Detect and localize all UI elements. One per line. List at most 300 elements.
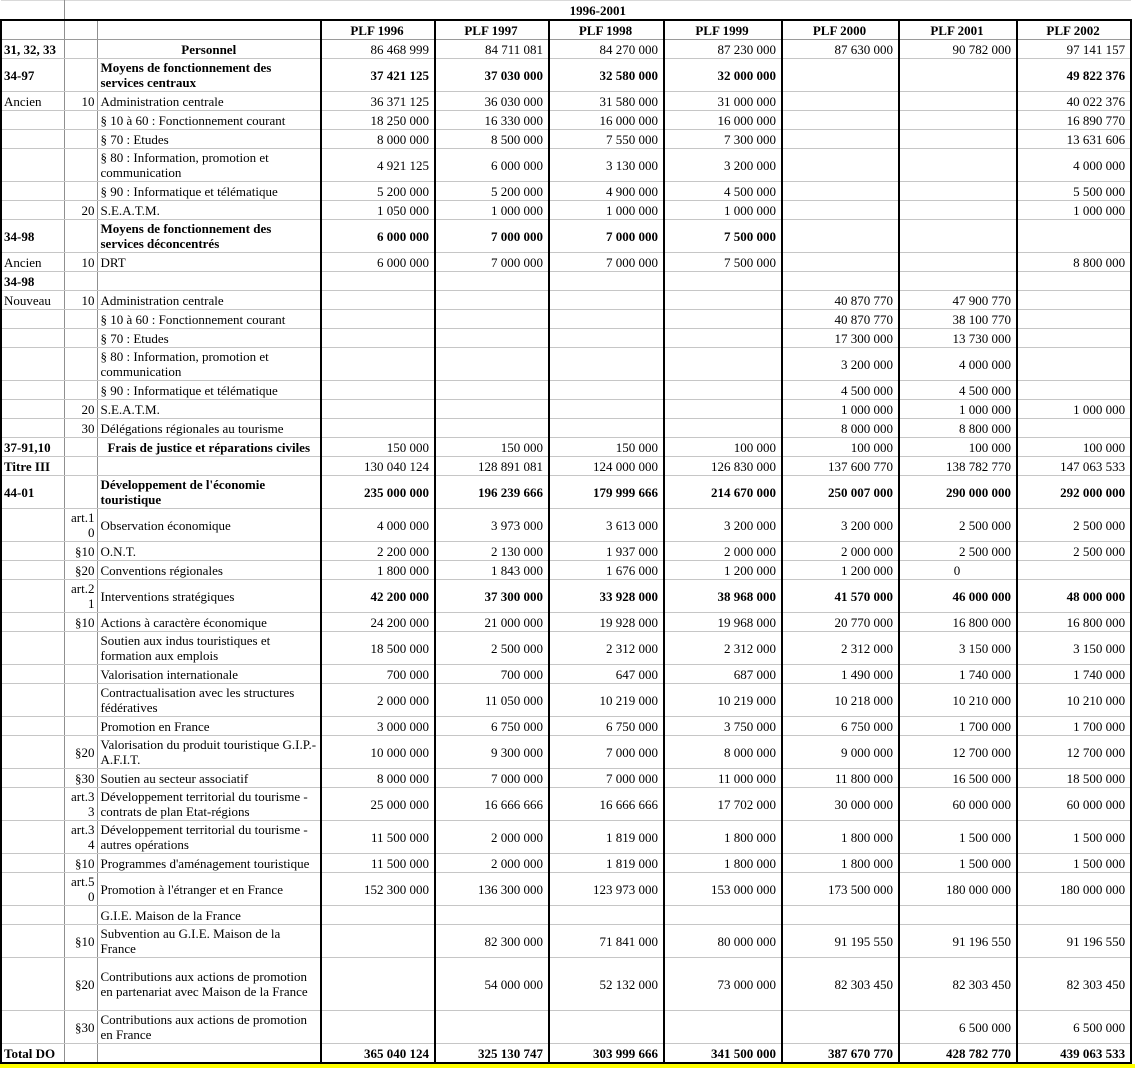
table-row [1, 272, 1131, 291]
cell-value: 10 000 000 [321, 736, 435, 769]
cell-value: 48 000 000 [1017, 580, 1131, 613]
cell-value [435, 419, 549, 438]
cell-value: 31 000 000 [664, 92, 782, 111]
cell-value [549, 291, 664, 310]
cell-value: 290 000 000 [899, 476, 1017, 509]
cell-value: 365 040 124 [321, 1044, 435, 1064]
cell-value: 147 063 533 [1017, 457, 1131, 476]
cell-value [782, 111, 899, 130]
table-row [1, 348, 1131, 381]
cell-value [1017, 906, 1131, 925]
cell-value [321, 329, 435, 348]
cell-value [782, 272, 899, 291]
cell-value: 11 500 000 [321, 821, 435, 854]
cell-value: 2 000 000 [664, 542, 782, 561]
cell-value: 7 000 000 [549, 220, 664, 253]
cell-value: 100 000 [664, 438, 782, 457]
row-subcode: art.21 [64, 580, 97, 613]
row-code: 44-01 [1, 476, 64, 509]
row-label: Administration centrale [97, 92, 321, 111]
row-subcode: §10 [64, 542, 97, 561]
row-subcode: §10 [64, 613, 97, 632]
cell-value [435, 906, 549, 925]
cell-value: 341 500 000 [664, 1044, 782, 1064]
cell-value: 1 000 000 [1017, 400, 1131, 419]
cell-value: 30 000 000 [782, 788, 899, 821]
row-subcode [64, 310, 97, 329]
table-row [1, 201, 1131, 220]
row-label: Programmes d'aménagement touristique [97, 854, 321, 873]
cell-value: 37 030 000 [435, 59, 549, 92]
column-header-row [1, 20, 1131, 40]
cell-value: 2 000 000 [435, 821, 549, 854]
cell-value: 3 750 000 [664, 717, 782, 736]
cell-value: 3 200 000 [782, 509, 899, 542]
cell-value: 1 200 000 [782, 561, 899, 580]
cell-value: 1 676 000 [549, 561, 664, 580]
table-row [1, 925, 1131, 958]
row-label [97, 272, 321, 291]
row-code [1, 419, 64, 438]
table-row [1, 220, 1131, 253]
row-label: DRT [97, 253, 321, 272]
cell-value [899, 220, 1017, 253]
row-code [1, 684, 64, 717]
table-row [1, 59, 1131, 92]
table-row [1, 613, 1131, 632]
year-column-header: PLF 2001 [899, 20, 1017, 40]
cell-value: 18 500 000 [1017, 769, 1131, 788]
cell-value: 7 000 000 [549, 736, 664, 769]
cell-value: 3 200 000 [664, 509, 782, 542]
cell-value [664, 1011, 782, 1044]
row-label: Moyens de fonctionnement des services centraux [97, 59, 321, 92]
cell-value: 2 000 000 [321, 684, 435, 717]
row-code [1, 348, 64, 381]
cell-value: 18 250 000 [321, 111, 435, 130]
row-code: 34-98 [1, 220, 64, 253]
period-title: 1996-2001 [64, 1, 1131, 21]
cell-value [664, 419, 782, 438]
row-label: § 10 à 60 : Fonctionnement courant [97, 310, 321, 329]
row-subcode: art.33 [64, 788, 97, 821]
table-row [1, 476, 1131, 509]
cell-value: 150 000 [435, 438, 549, 457]
cell-value: 700 000 [321, 665, 435, 684]
cell-value: 100 000 [782, 438, 899, 457]
cell-value: 1 000 000 [1017, 201, 1131, 220]
cell-value [1017, 220, 1131, 253]
corner-cell [1, 1, 64, 21]
cell-value [549, 348, 664, 381]
cell-value: 8 000 000 [664, 736, 782, 769]
year-column-header: PLF 2000 [782, 20, 899, 40]
cell-value [782, 130, 899, 149]
row-code [1, 717, 64, 736]
cell-value: 91 195 550 [782, 925, 899, 958]
cell-value: 16 000 000 [664, 111, 782, 130]
row-label: § 70 : Etudes [97, 329, 321, 348]
table-body [1, 40, 1131, 1064]
cell-value: 82 303 450 [782, 958, 899, 1011]
row-label: Contractualisation avec les structures fédératives [97, 684, 321, 717]
year-column-header: PLF 1998 [549, 20, 664, 40]
row-label: S.E.A.T.M. [97, 400, 321, 419]
cell-value: 0 [899, 561, 1017, 580]
table-row [1, 438, 1131, 457]
cell-value: 325 130 747 [435, 1044, 549, 1064]
cell-value: 3 200 000 [782, 348, 899, 381]
cell-value: 97 141 157 [1017, 40, 1131, 59]
cell-value: 1 700 000 [1017, 717, 1131, 736]
row-label: § 80 : Information, promotion et communication [97, 149, 321, 182]
row-subcode: §30 [64, 1011, 97, 1044]
cell-value: 2 200 000 [321, 542, 435, 561]
cell-value: 7 000 000 [549, 253, 664, 272]
cell-value: 16 500 000 [899, 769, 1017, 788]
row-label: § 70 : Etudes [97, 130, 321, 149]
row-subcode [64, 149, 97, 182]
table-row [1, 736, 1131, 769]
row-subcode: 20 [64, 400, 97, 419]
row-code: 34-98 [1, 272, 64, 291]
row-label: § 10 à 60 : Fonctionnement courant [97, 111, 321, 130]
row-label: § 90 : Informatique et télématique [97, 381, 321, 400]
cell-value: 2 500 000 [899, 509, 1017, 542]
year-column-header: PLF 1997 [435, 20, 549, 40]
total-row [1, 1044, 1131, 1064]
cell-value: 6 500 000 [899, 1011, 1017, 1044]
cell-value [664, 310, 782, 329]
cell-value: 152 300 000 [321, 873, 435, 906]
cell-value: 179 999 666 [549, 476, 664, 509]
cell-value: 82 300 000 [435, 925, 549, 958]
row-code [1, 665, 64, 684]
table-row [1, 561, 1131, 580]
row-label: Moyens de fonctionnement des services déconcentrés [97, 220, 321, 253]
table-row [1, 419, 1131, 438]
cell-value: 90 782 000 [899, 40, 1017, 59]
row-code: Nouveau [1, 291, 64, 310]
cell-value: 4 500 000 [782, 381, 899, 400]
cell-value: 19 968 000 [664, 613, 782, 632]
cell-value [899, 130, 1017, 149]
cell-value: 2 130 000 [435, 542, 549, 561]
table-row [1, 130, 1131, 149]
cell-value [549, 329, 664, 348]
cell-value: 10 210 000 [1017, 684, 1131, 717]
cell-value [1017, 272, 1131, 291]
table-row [1, 854, 1131, 873]
cell-value: 137 600 770 [782, 457, 899, 476]
cell-value: 4 500 000 [899, 381, 1017, 400]
row-label: Actions à caractère économique [97, 613, 321, 632]
cell-value: 2 312 000 [782, 632, 899, 665]
row-subcode: §20 [64, 958, 97, 1011]
cell-value: 11 500 000 [321, 854, 435, 873]
period-header-row [1, 1, 1131, 21]
cell-value: 150 000 [549, 438, 664, 457]
row-label: S.E.A.T.M. [97, 201, 321, 220]
row-code: Ancien [1, 92, 64, 111]
cell-value: 33 928 000 [549, 580, 664, 613]
cell-value: 1 500 000 [899, 821, 1017, 854]
cell-value: 5 200 000 [435, 182, 549, 201]
row-code [1, 310, 64, 329]
cell-value: 1 800 000 [664, 854, 782, 873]
cell-value: 1 000 000 [782, 400, 899, 419]
cell-value: 40 870 770 [782, 291, 899, 310]
cell-value: 700 000 [435, 665, 549, 684]
cell-value: 37 300 000 [435, 580, 549, 613]
cell-value: 138 782 770 [899, 457, 1017, 476]
cell-value [782, 220, 899, 253]
cell-value: 1 000 000 [549, 201, 664, 220]
cell-value: 36 030 000 [435, 92, 549, 111]
row-label: Valorisation du produit touristique G.I.P.-A.F.I.T. [97, 736, 321, 769]
cell-value: 41 570 000 [782, 580, 899, 613]
cell-value [1017, 419, 1131, 438]
cell-value [435, 381, 549, 400]
cell-value [664, 381, 782, 400]
cell-value: 1 500 000 [899, 854, 1017, 873]
selection-highlight-bar [0, 1064, 1135, 1068]
cell-value: 49 822 376 [1017, 59, 1131, 92]
cell-value: 7 000 000 [435, 769, 549, 788]
cell-value: 214 670 000 [664, 476, 782, 509]
row-label: Développement territorial du tourisme - contrats de plan Etat-régions [97, 788, 321, 821]
cell-value: 82 303 450 [899, 958, 1017, 1011]
cell-value: 1 740 000 [1017, 665, 1131, 684]
cell-value [899, 906, 1017, 925]
cell-value: 60 000 000 [1017, 788, 1131, 821]
cell-value [549, 310, 664, 329]
row-code: 31, 32, 33 [1, 40, 64, 59]
table-row [1, 381, 1131, 400]
cell-value: 8 500 000 [435, 130, 549, 149]
cell-value: 16 800 000 [1017, 613, 1131, 632]
cell-value: 16 666 666 [435, 788, 549, 821]
row-label: Valorisation internationale [97, 665, 321, 684]
row-label: Observation économique [97, 509, 321, 542]
cell-value: 25 000 000 [321, 788, 435, 821]
cell-value: 8 000 000 [321, 769, 435, 788]
cell-value [664, 291, 782, 310]
cell-value [321, 291, 435, 310]
cell-value [782, 906, 899, 925]
cell-value: 2 500 000 [899, 542, 1017, 561]
cell-value: 12 700 000 [899, 736, 1017, 769]
cell-value: 1 050 000 [321, 201, 435, 220]
table-row [1, 92, 1131, 111]
table-row [1, 457, 1131, 476]
row-label: Frais de justice et réparations civiles [97, 438, 321, 457]
row-subcode [64, 632, 97, 665]
row-subcode: 10 [64, 92, 97, 111]
row-subcode [64, 111, 97, 130]
row-code: Total DO [1, 1044, 64, 1064]
cell-value: 9 000 000 [782, 736, 899, 769]
cell-value: 17 702 000 [664, 788, 782, 821]
cell-value: 647 000 [549, 665, 664, 684]
cell-value: 7 000 000 [435, 253, 549, 272]
cell-value: 54 000 000 [435, 958, 549, 1011]
cell-value: 86 468 999 [321, 40, 435, 59]
table-row [1, 509, 1131, 542]
cell-value: 16 330 000 [435, 111, 549, 130]
cell-value [899, 92, 1017, 111]
cell-value [1017, 310, 1131, 329]
table-row [1, 253, 1131, 272]
cell-value: 84 270 000 [549, 40, 664, 59]
cell-value [435, 348, 549, 381]
row-subcode [64, 40, 97, 59]
cell-value: 10 210 000 [899, 684, 1017, 717]
table-row [1, 788, 1131, 821]
row-label: Contributions aux actions de promotion en partenariat avec Maison de la France [97, 958, 321, 1011]
row-label: Soutien aux indus touristiques et formation aux emplois [97, 632, 321, 665]
cell-value: 1 800 000 [321, 561, 435, 580]
cell-value: 1 819 000 [549, 854, 664, 873]
row-subcode [64, 717, 97, 736]
cell-value: 71 841 000 [549, 925, 664, 958]
cell-value: 8 000 000 [321, 130, 435, 149]
cell-value: 7 000 000 [549, 769, 664, 788]
cell-value: 235 000 000 [321, 476, 435, 509]
cell-value: 180 000 000 [899, 873, 1017, 906]
cell-value: 7 500 000 [664, 253, 782, 272]
cell-value: 439 063 533 [1017, 1044, 1131, 1064]
cell-value [1017, 291, 1131, 310]
row-label [97, 457, 321, 476]
cell-value: 136 300 000 [435, 873, 549, 906]
cell-value: 73 000 000 [664, 958, 782, 1011]
row-code [1, 329, 64, 348]
row-label: Subvention au G.I.E. Maison de la France [97, 925, 321, 958]
cell-value: 6 500 000 [1017, 1011, 1131, 1044]
row-label: Conventions régionales [97, 561, 321, 580]
cell-value [435, 400, 549, 419]
code-header-cell [1, 20, 64, 40]
cell-value: 4 500 000 [664, 182, 782, 201]
cell-value: 3 130 000 [549, 149, 664, 182]
cell-value: 87 630 000 [782, 40, 899, 59]
cell-value: 12 700 000 [1017, 736, 1131, 769]
row-code [1, 632, 64, 665]
row-subcode [64, 130, 97, 149]
cell-value [1017, 329, 1131, 348]
cell-value: 1 800 000 [782, 821, 899, 854]
cell-value: 1 000 000 [435, 201, 549, 220]
cell-value: 21 000 000 [435, 613, 549, 632]
row-code [1, 906, 64, 925]
cell-value: 52 132 000 [549, 958, 664, 1011]
row-subcode: art.50 [64, 873, 97, 906]
cell-value: 13 730 000 [899, 329, 1017, 348]
cell-value: 11 800 000 [782, 769, 899, 788]
cell-value [782, 59, 899, 92]
cell-value: 387 670 770 [782, 1044, 899, 1064]
row-code [1, 182, 64, 201]
cell-value [549, 1011, 664, 1044]
cell-value: 100 000 [899, 438, 1017, 457]
cell-value: 7 500 000 [664, 220, 782, 253]
cell-value [321, 272, 435, 291]
table-row [1, 580, 1131, 613]
cell-value [435, 310, 549, 329]
cell-value [321, 400, 435, 419]
cell-value [321, 419, 435, 438]
row-code [1, 1011, 64, 1044]
cell-value [549, 272, 664, 291]
table-row [1, 40, 1131, 59]
cell-value: 3 200 000 [664, 149, 782, 182]
cell-value: 46 000 000 [899, 580, 1017, 613]
cell-value: 42 200 000 [321, 580, 435, 613]
row-code [1, 873, 64, 906]
cell-value: 4 000 000 [899, 348, 1017, 381]
cell-value: 126 830 000 [664, 457, 782, 476]
cell-value: 173 500 000 [782, 873, 899, 906]
table-row [1, 632, 1131, 665]
row-subcode: art.10 [64, 509, 97, 542]
table-row [1, 182, 1131, 201]
cell-value: 8 800 000 [899, 419, 1017, 438]
year-column-header: PLF 2002 [1017, 20, 1131, 40]
cell-value: 130 040 124 [321, 457, 435, 476]
cell-value: 4 921 125 [321, 149, 435, 182]
cell-value: 47 900 770 [899, 291, 1017, 310]
cell-value: 4 000 000 [321, 509, 435, 542]
row-label: Développement territorial du tourisme - autres opérations [97, 821, 321, 854]
cell-value: 84 711 081 [435, 40, 549, 59]
row-code [1, 130, 64, 149]
row-subcode: 20 [64, 201, 97, 220]
cell-value: 32 580 000 [549, 59, 664, 92]
cell-value: 1 490 000 [782, 665, 899, 684]
cell-value: 2 312 000 [549, 632, 664, 665]
row-code [1, 613, 64, 632]
row-code [1, 854, 64, 873]
cell-value: 91 196 550 [899, 925, 1017, 958]
cell-value: 153 000 000 [664, 873, 782, 906]
cell-value: 8 800 000 [1017, 253, 1131, 272]
row-label: G.I.E. Maison de la France [97, 906, 321, 925]
cell-value [899, 272, 1017, 291]
row-code [1, 580, 64, 613]
cell-value: 91 196 550 [1017, 925, 1131, 958]
cell-value [899, 201, 1017, 220]
cell-value [435, 329, 549, 348]
cell-value: 250 007 000 [782, 476, 899, 509]
cell-value: 4 000 000 [1017, 149, 1131, 182]
row-code [1, 149, 64, 182]
row-label: § 90 : Informatique et télématique [97, 182, 321, 201]
cell-value: 3 000 000 [321, 717, 435, 736]
table-row [1, 329, 1131, 348]
cell-value: 87 230 000 [664, 40, 782, 59]
row-subcode [64, 348, 97, 381]
cell-value [435, 1011, 549, 1044]
cell-value: 150 000 [321, 438, 435, 457]
cell-value: 1 843 000 [435, 561, 549, 580]
cell-value: 9 300 000 [435, 736, 549, 769]
cell-value: 7 000 000 [435, 220, 549, 253]
row-subcode [64, 182, 97, 201]
table-row [1, 111, 1131, 130]
row-label: § 80 : Information, promotion et communication [97, 348, 321, 381]
cell-value: 10 218 000 [782, 684, 899, 717]
